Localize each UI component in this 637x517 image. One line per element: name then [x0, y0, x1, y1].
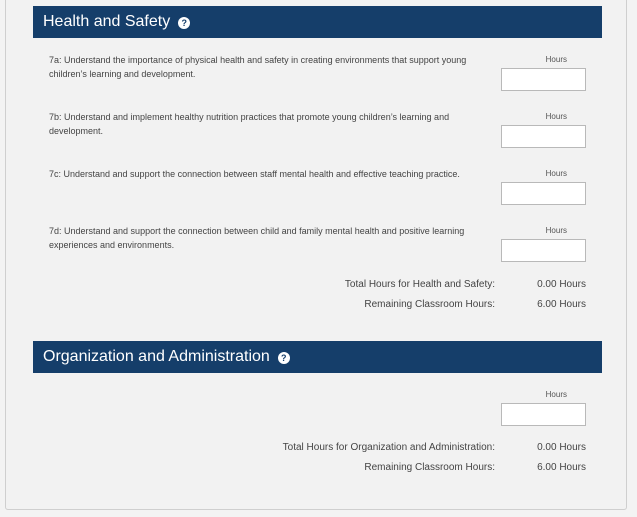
- hours-input-organization[interactable]: [501, 403, 586, 426]
- hours-input-7a[interactable]: [501, 68, 586, 91]
- hours-input-7c[interactable]: [501, 182, 586, 205]
- section-title: Organization and Administration: [43, 348, 270, 365]
- remaining-hours-value: 6.00 Hours: [537, 462, 586, 473]
- section-title: Health and Safety: [43, 13, 171, 30]
- total-hours-label: Total Hours for Health and Safety:: [344, 279, 495, 290]
- total-hours-value: 0.00 Hours: [537, 279, 586, 290]
- remaining-hours-line: [33, 462, 586, 476]
- question-circle-icon[interactable]: ?: [178, 17, 190, 29]
- remaining-hours-value: 6.00 Hours: [537, 299, 586, 310]
- total-hours-value: 0.00 Hours: [537, 442, 586, 453]
- standard-text: 7a: Understand the importance of physical health and safety in creating environments that support young children’s learning and development.: [49, 55, 467, 79]
- remaining-hours-label: Remaining Classroom Hours:: [364, 462, 495, 473]
- hours-label: Hours: [545, 112, 567, 121]
- hours-label: Hours: [545, 226, 567, 235]
- standard-row-7a: [49, 53, 589, 97]
- hours-label: Hours: [545, 390, 567, 399]
- standard-row-7b: [49, 110, 589, 154]
- standard-row-organization: [49, 388, 589, 432]
- standard-row-7c: [49, 167, 589, 211]
- total-hours-line: [33, 279, 586, 293]
- question-circle-icon[interactable]: ?: [278, 352, 290, 364]
- standard-text: 7b: Understand and implement healthy nutrition practices that promote young children’s learning and development.: [49, 112, 450, 136]
- hours-input-7d[interactable]: [501, 239, 586, 262]
- hours-label: Hours: [545, 55, 567, 64]
- standard-text: 7d: Understand and support the connection between child and family mental health and positive learning experiences and environments.: [49, 226, 465, 250]
- section-header-organization-administration: [33, 341, 602, 373]
- total-hours-line: [33, 442, 586, 456]
- total-hours-label: Total Hours for Organization and Administration:: [282, 442, 495, 453]
- hours-input-7b[interactable]: [501, 125, 586, 148]
- standard-row-7d: [49, 224, 589, 268]
- hours-label: Hours: [545, 169, 567, 178]
- remaining-hours-line: [33, 299, 586, 313]
- remaining-hours-label: Remaining Classroom Hours:: [364, 299, 495, 310]
- section-header-health-safety: [33, 6, 602, 38]
- standard-text: 7c: Understand and support the connection between staff mental health and effective teaching practice.: [49, 169, 460, 179]
